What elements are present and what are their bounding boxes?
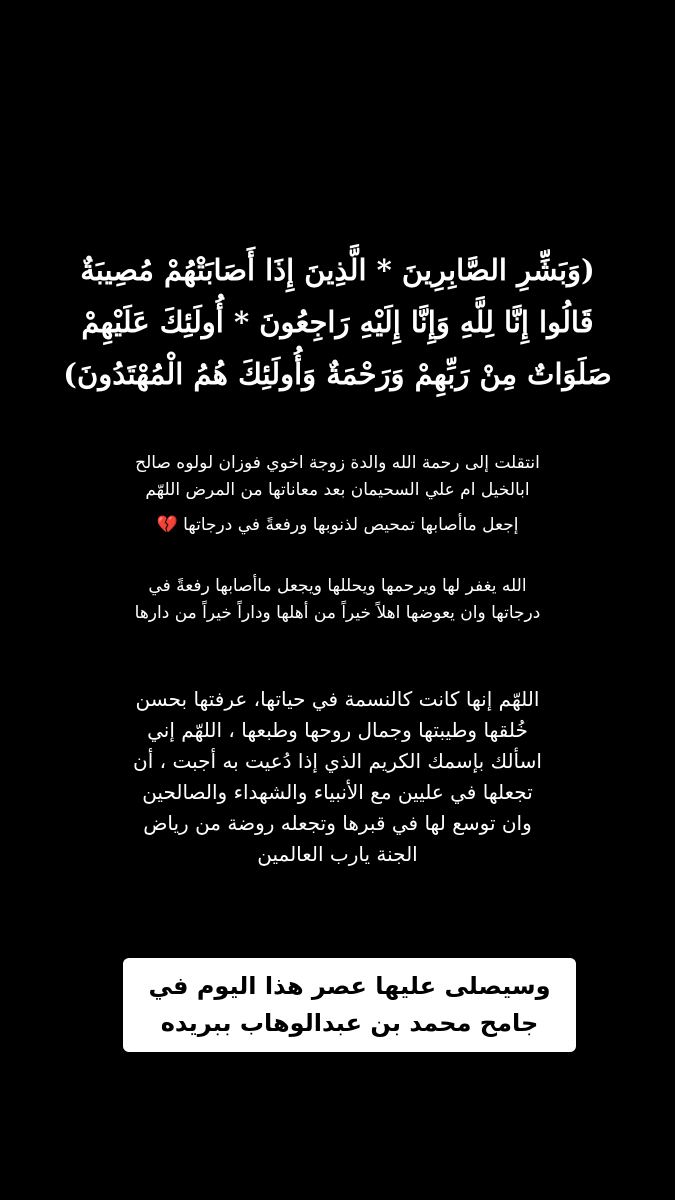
quran-verse [20, 244, 655, 400]
verse-line: (وَبَشِّرِ الصَّابِرِينَ * الَّذِينَ إِذَا أَصَابَتْهُمْ مُصِيبَةٌ [80, 253, 595, 287]
verse-line: صَلَوَاتٌ مِنْ رَبِّهِمْ وَرَحْمَةٌ وَأُولَئِكَ هُمُ الْمُهْتَدُونَ) [63, 357, 612, 391]
dua-line: اسألك بإسمك الكريم الذي إذا دُعيت به أجبت ، أن [133, 749, 542, 773]
dua-line: تجعلها في عليين مع الأنبياء والشهداء والصالحين [142, 780, 533, 804]
announcement-line [20, 512, 655, 539]
funeral-notice-line: جامح محمد بن عبدالوهاب ببريده [160, 1009, 539, 1037]
announcement-line: انتقلت إلى رحمة الله والدة زوجة اخوي فوزان لولوه صالح [135, 453, 540, 473]
prayer-wish-line: درجاتها وان يعوضها اهلاً خيراً من أهلها وداراً خيراً من دارها [134, 603, 541, 623]
announcement-line: ابالخيل ام علي السحيمان بعد معاناتها من المرض اللهّم [145, 480, 530, 500]
line-gap [20, 504, 655, 512]
funeral-notice-line: وسيصلى عليها عصر هذا اليوم في [148, 972, 551, 1000]
dua-line: الجنة يارب العالمين [257, 842, 418, 866]
prayer-wish-line: الله يغفر لها ويرحمها ويحللها ويجعل ماأصابها رفعةً في [148, 576, 527, 596]
dua-line: خُلقها وطيبتها وجمال روحها وطبعها ، اللهّم إني [147, 718, 528, 742]
announcement-line-text: إجعل ماأصابها تمحيص لذنوبها ورفعةً في درجاتها [183, 515, 519, 535]
funeral-prayer-notice [123, 958, 576, 1052]
dua-line: وان توسع لها في قبرها وتجعله روضة من رياض [143, 811, 532, 835]
death-announcement [20, 450, 655, 539]
prayer-wish [20, 573, 655, 627]
verse-line: قَالُوا إِنَّا لِلَّهِ وَإِنَّا إِلَيْهِ رَاجِعُونَ * أُولَئِكَ عَلَيْهِمْ [81, 305, 594, 339]
dua-line: اللهّم إنها كانت كالنسمة في حياتها، عرفتها بحسن [135, 687, 540, 711]
dua-text [20, 684, 655, 870]
broken-heart-icon: 💔 [156, 515, 178, 535]
